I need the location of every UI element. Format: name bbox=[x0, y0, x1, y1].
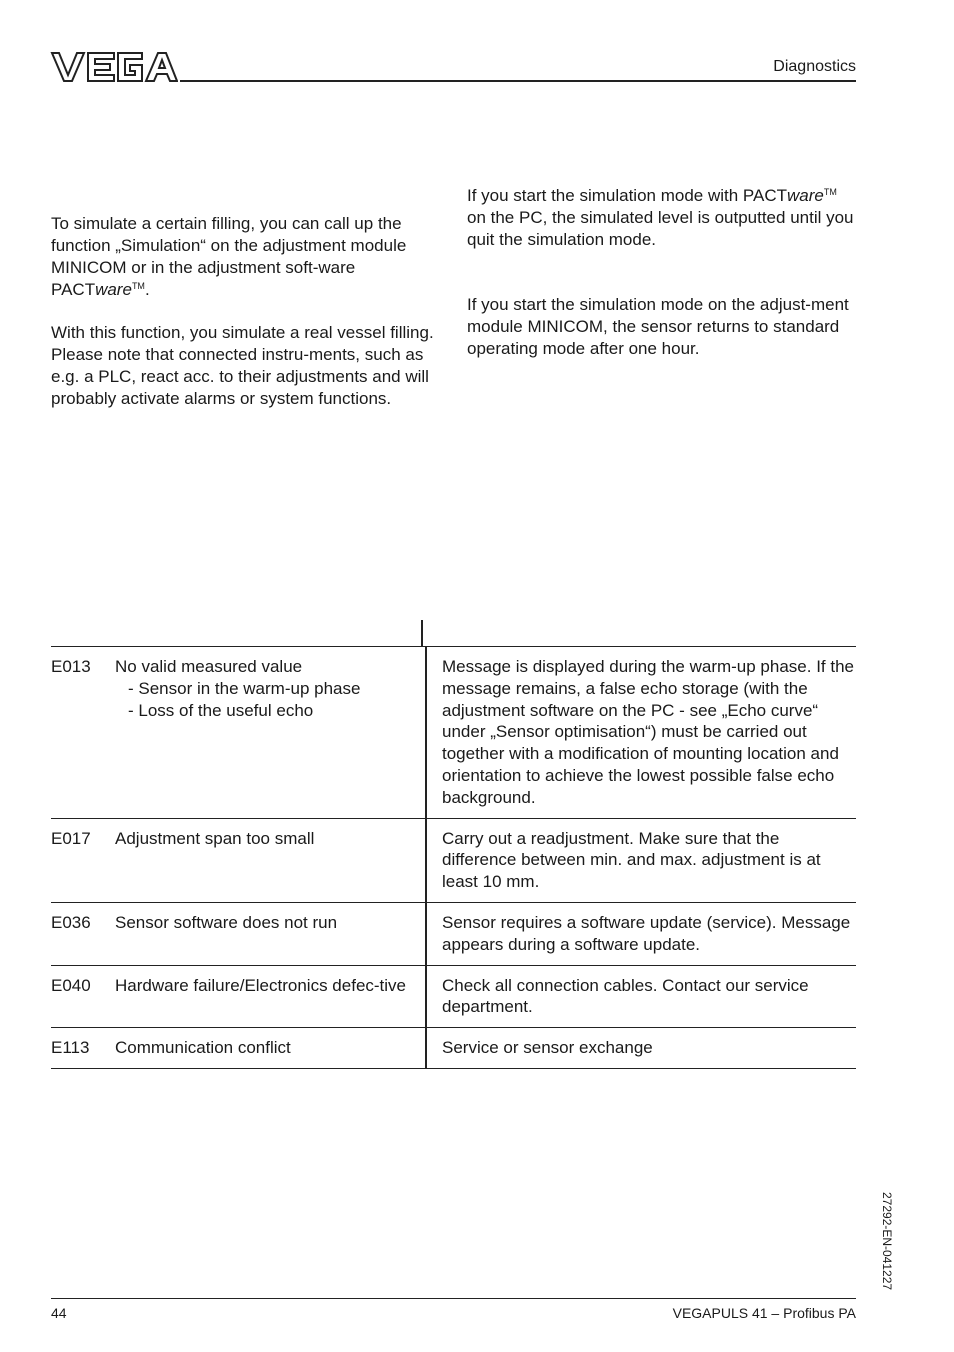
footer-rule bbox=[51, 1298, 856, 1299]
error-cause-item: - Sensor in the warm-up phase bbox=[128, 678, 361, 698]
page-number: 44 bbox=[51, 1305, 67, 1321]
left-paragraph-2: With this function, you simulate a real vessel filling. Please note that connected instru-ments, such as e.g. a PLC, react acc. to their adjustments and will probably activate alarms or system functions. bbox=[51, 323, 434, 408]
error-code: E036 bbox=[51, 902, 115, 965]
table-row bbox=[51, 965, 856, 1028]
error-description bbox=[115, 1028, 426, 1069]
error-code: E040 bbox=[51, 965, 115, 1028]
table-row bbox=[51, 647, 856, 819]
error-description-text: Adjustment span too small bbox=[115, 828, 315, 848]
error-remedy: Service or sensor exchange bbox=[426, 1028, 856, 1069]
section-title: Diagnostics bbox=[773, 58, 856, 75]
right-paragraph-1: If you start the simulation mode with PACTware™ on the PC, the simulated level is outputted until you quit the simulation mode. bbox=[467, 186, 854, 249]
error-remedy: Check all connection cables. Contact our service department. bbox=[426, 965, 856, 1028]
document-title: VEGAPULS 41 – Profibus PA bbox=[672, 1305, 856, 1321]
left-paragraph-1: To simulate a certain filling, you can call up the function „Simulation“ on the adjustment module MINICOM or in the adjustment soft-ware PACTware™. bbox=[51, 214, 407, 299]
error-description-text: Communication conflict bbox=[115, 1038, 291, 1058]
error-description bbox=[115, 965, 426, 1028]
error-remedy: Message is displayed during the warm-up phase. If the message remains, a false echo storage (with the adjustment software on the PC - see „Echo curve“ under „Sensor optimisation“) must be carried out together with a modification of mounting location and orientation to achieve the lowest possible false echo background. bbox=[426, 647, 856, 819]
error-description bbox=[115, 902, 426, 965]
header-rule bbox=[180, 80, 856, 82]
error-code: E013 bbox=[51, 647, 115, 819]
table-row bbox=[51, 818, 856, 902]
right-paragraph-2: If you start the simulation mode on the adjust-ment module MINICOM, the sensor returns to standard operating mode after one hour. bbox=[467, 295, 849, 358]
error-code: E017 bbox=[51, 818, 115, 902]
error-description-text: No valid measured value bbox=[115, 657, 303, 676]
table-header-divider bbox=[421, 620, 423, 647]
error-cause-item: - Loss of the useful echo bbox=[128, 700, 314, 720]
vega-logo bbox=[50, 50, 178, 84]
error-description-text: Hardware failure/Electronics defec-tive bbox=[115, 975, 407, 995]
table-row bbox=[51, 902, 856, 965]
document-code: 27292-EN-041227 bbox=[880, 1192, 894, 1291]
error-remedy: Carry out a readjustment. Make sure that the difference between min. and max. adjustment is at least 10 mm. bbox=[426, 818, 856, 902]
error-description bbox=[115, 818, 426, 902]
table-row bbox=[51, 1028, 856, 1069]
error-description-text: Sensor software does not run bbox=[115, 912, 338, 932]
error-description bbox=[115, 647, 426, 819]
error-remedy: Sensor requires a software update (service). Message appears during a software update. bbox=[426, 902, 856, 965]
error-table bbox=[51, 646, 856, 1069]
error-code: E113 bbox=[51, 1028, 115, 1069]
